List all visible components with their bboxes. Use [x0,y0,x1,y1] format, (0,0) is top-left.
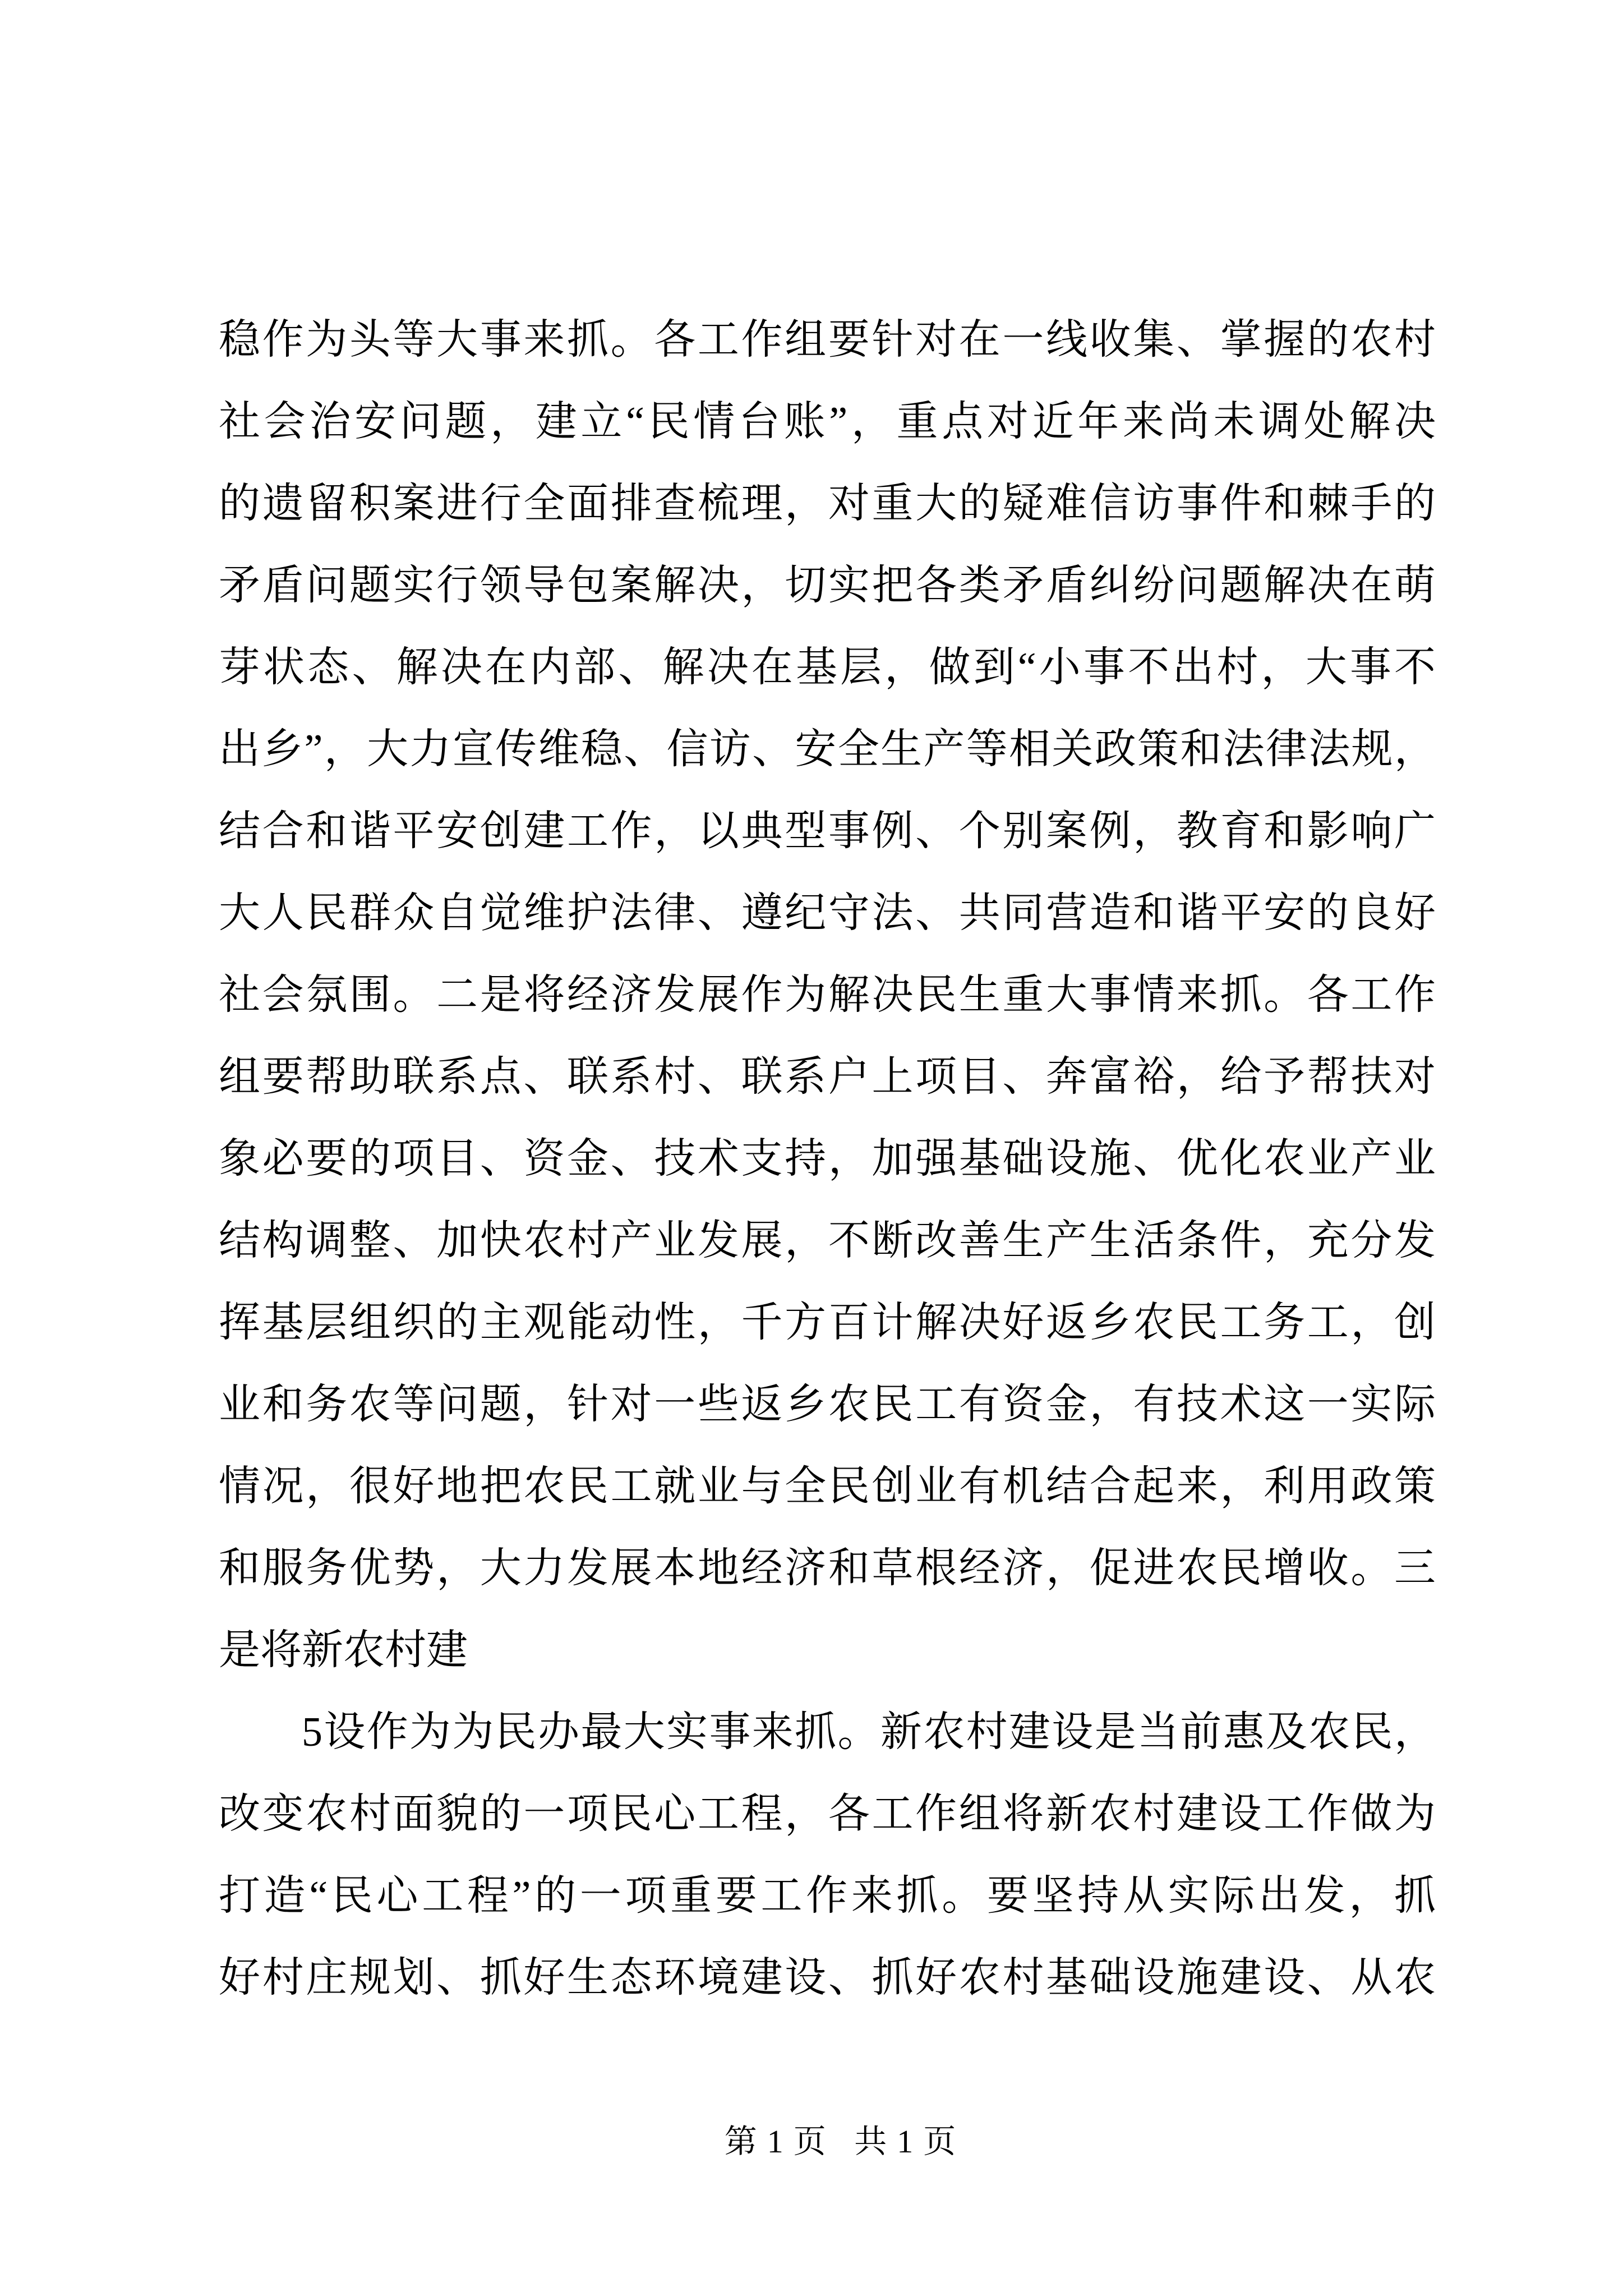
body-line: 改变农村面貌的一项民心工程，各工作组将新农村建设工作做为 [219,1791,1436,1837]
body-line: 的遗留积案进行全面排查梳理，对重大的疑难信访事件和棘手的 [219,481,1436,527]
body-line: 业和务农等问题，针对一些返乡农民工有资金，有技术这一实际 [219,1382,1436,1428]
body-line: 社会治安问题，建立“民情台账”，重点对近年来尚未调处解决 [219,399,1436,445]
body-line: 矛盾问题实行领导包案解决，切实把各类矛盾纠纷问题解决在萌 [219,563,1436,609]
body-line: 社会氛围。二是将经济发展作为解决民生重大事情来抓。各工作 [219,972,1436,1018]
body-line: 象必要的项目、资金、技术支持，加强基础设施、优化农业产业 [219,1136,1436,1182]
page-number-text: 第1页 共1页 [724,2123,966,2160]
body-line: 好村庄规划、抓好生态环境建设、抓好农村基础设施建设、从农 [219,1955,1436,2001]
body-line: 结合和谐平安创建工作，以典型事例、个别案例，教育和影响广 [219,808,1436,854]
body-line: 稳作为头等大事来抓。各工作组要针对在一线收集、掌握的农村 [219,317,1436,363]
body-line: 是将新农村建 [219,1627,468,1673]
body-line: 芽状态、解决在内部、解决在基层，做到“小事不出村，大事不 [219,645,1436,691]
body-line: 出乡”，大力宣传维稳、信访、安全生产等相关政策和法律法规， [219,726,1436,772]
body-line: 情况，很好地把农民工就业与全民创业有机结合起来，利用政策 [219,1464,1436,1510]
document-body [219,299,1436,2019]
body-line: 打造“民心工程”的一项重要工作来抓。要坚持从实际出发，抓 [219,1873,1436,1919]
body-line: 和服务优势，大力发展本地经济和草根经济，促进农民增收。三 [219,1545,1436,1591]
body-line: 组要帮助联系点、联系村、联系户上项目、奔富裕，给予帮扶对 [219,1054,1436,1100]
page-footer [0,2119,1623,2164]
body-line: 5设作为为民办最大实事来抓。新农村建设是当前惠及农民， [302,1709,1436,1755]
body-line: 挥基层组织的主观能动性，千方百计解决好返乡农民工务工，创 [219,1300,1436,1346]
body-line: 结构调整、加快农村产业发展，不断改善生产生活条件，充分发 [219,1218,1436,1264]
body-line: 大人民群众自觉维护法律、遵纪守法、共同营造和谐平安的良好 [219,890,1436,936]
